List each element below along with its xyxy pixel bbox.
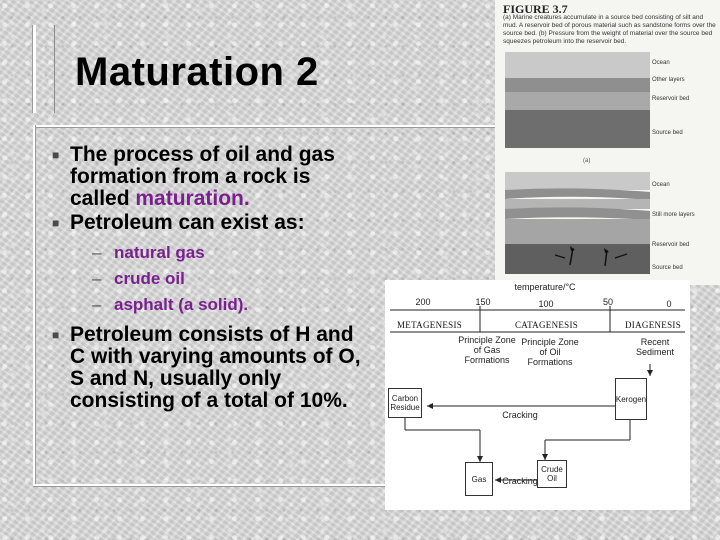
carbon-residue-box: Carbon Residue (388, 388, 422, 418)
tick-label: 200 (415, 297, 431, 307)
bullet-maturation (52, 144, 372, 210)
content-frame-left (33, 125, 35, 485)
cracking-label: Cracking (502, 476, 538, 486)
stage-label: CATAGENESIS (515, 320, 579, 330)
bullet-composition (52, 324, 372, 412)
bullet-text: Petroleum consists of H and C with varying amounts of O, S and N, usually only consisting of a total of 10%. (70, 323, 361, 412)
dash-bullet-icon: – (92, 269, 102, 288)
sub-bullet-item: – natural gas (92, 240, 372, 266)
bullet-list (52, 144, 372, 414)
stage-label: METAGENESIS (397, 320, 463, 330)
gas-box: Gas (465, 462, 493, 496)
layer-label: Source bed (652, 130, 683, 136)
zone-oil-label: Principle Zone of Oil Formations (521, 337, 579, 367)
crude-oil-box: Crude Oil (537, 460, 567, 488)
zone-gas-label: Principle Zone of Gas Formations (458, 335, 516, 365)
bullet-petroleum-forms (52, 212, 372, 234)
sub-bullet-item: – crude oil (92, 266, 372, 292)
layer-label: Reservoir bed (652, 96, 690, 102)
tick-label: 50 (602, 297, 613, 307)
tick-label: 150 (475, 297, 491, 307)
layer-label: Reservoir bed (652, 242, 690, 248)
bullet-text: The process of oil and gas formation from a rock is called (70, 143, 335, 210)
kerogen-box: Kerogen (615, 378, 647, 420)
title-frame-bar (33, 25, 55, 113)
cracking-label: Cracking (502, 410, 538, 420)
figure-caption: (a) Marine creatures accumulate in a source bed consisting of silt and mud. A reservoir bed of porous material such as sandstone forms over the source bed. (b) Pressure from the weight of material over the source bed squeezes petroleum into the reservoir bed. (503, 14, 716, 45)
sub-bullet-list (92, 240, 372, 318)
slide-title: Maturation 2 (75, 50, 319, 94)
square-bullet-icon: ■ (52, 216, 60, 230)
figure-source-reservoir (495, 0, 720, 285)
content-frame-top (33, 125, 503, 127)
layer-label: Still more layers (652, 212, 695, 218)
stage-label: DIAGENESIS (625, 320, 681, 330)
sub-bullet-item: – asphalt (a solid). (92, 292, 372, 318)
square-bullet-icon: ■ (52, 328, 60, 342)
tick-label: 0 (666, 299, 672, 309)
layer-label: Ocean (652, 60, 670, 66)
maturation-diagram (385, 280, 690, 510)
figure-label: FIGURE 3.7 (503, 2, 568, 16)
panel-a-tag: (a) (583, 158, 591, 164)
layer-label: Ocean (652, 182, 670, 188)
tick-label: 100 (538, 299, 554, 309)
highlight-maturation: maturation. (135, 187, 250, 210)
layer-label: Source bed (652, 265, 683, 271)
layer-label: Other layers (652, 77, 685, 83)
bullet-text: Petroleum can exist as: (70, 211, 305, 234)
square-bullet-icon: ■ (52, 148, 60, 162)
axis-title: temperature/°C (514, 282, 576, 292)
dash-bullet-icon: – (92, 295, 102, 314)
recent-sediment-label: Recent Sediment (635, 337, 675, 357)
dash-bullet-icon: – (92, 243, 102, 262)
